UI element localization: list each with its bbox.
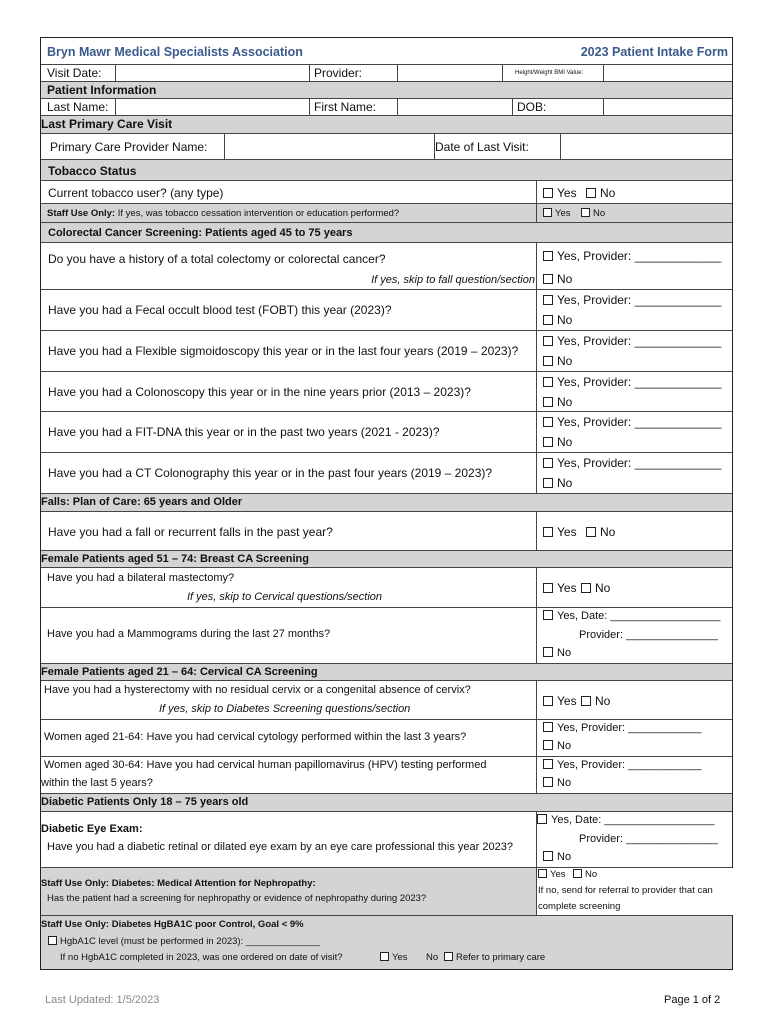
colorectal-q4: Have you had a Colonoscopy this year or in the nine years prior (2013 – 2023)? — [48, 385, 471, 399]
checkbox-icon[interactable] — [543, 478, 553, 488]
colorectal-q5-row — [41, 412, 732, 453]
patient-info-title: Patient Information — [47, 83, 157, 97]
no-label: No — [557, 435, 573, 449]
checkbox-icon[interactable] — [543, 777, 553, 787]
colorectal-q4-yes[interactable] — [543, 375, 721, 389]
colorectal-q1: Do you have a history of a total colectomy or colorectal cancer? — [48, 252, 386, 266]
nephropathy-note-1: If no, send for referral to provider that can — [538, 885, 713, 896]
breast-q1-yes[interactable] — [543, 581, 577, 595]
breast-q1-row — [41, 568, 732, 608]
checkbox-icon[interactable] — [543, 188, 553, 198]
nephropathy-row — [41, 868, 732, 916]
checkbox-icon[interactable] — [543, 437, 553, 447]
no-label: No — [557, 395, 573, 409]
checkbox-icon[interactable] — [543, 610, 553, 620]
checkbox-icon[interactable] — [543, 397, 553, 407]
colorectal-q5-yes[interactable] — [543, 415, 721, 429]
checkbox-icon[interactable] — [543, 740, 553, 750]
no-label: No — [600, 525, 616, 539]
checkbox-icon[interactable] — [543, 295, 553, 305]
checkbox-icon[interactable] — [581, 583, 591, 593]
page-number: Page 1 of 2 — [664, 994, 721, 1006]
checkbox-icon[interactable] — [543, 251, 553, 261]
colorectal-q4-no[interactable] — [543, 395, 572, 409]
tobacco-yes[interactable] — [543, 186, 577, 200]
tobacco-staff-text — [47, 208, 399, 219]
form-title: 2023 Patient Intake Form — [580, 45, 728, 59]
checkbox-icon[interactable] — [380, 952, 389, 961]
last-name-field[interactable] — [116, 99, 309, 115]
visit-date-field[interactable] — [116, 65, 309, 81]
yes-label: Yes — [550, 869, 566, 880]
nephropathy-yes[interactable] — [538, 869, 566, 880]
primary-care-heading — [41, 116, 732, 134]
breast-heading — [41, 551, 732, 568]
colorectal-heading — [41, 223, 732, 243]
nephropathy-answer-cell — [536, 868, 733, 915]
colorectal-q6-row — [41, 453, 732, 494]
cervical-q3-yes[interactable] — [543, 759, 702, 771]
colorectal-q3-no[interactable] — [543, 354, 572, 368]
falls-heading — [41, 494, 732, 512]
yes-provider-label: Yes, Provider: ____________ — [557, 759, 702, 771]
hw-bmi-field[interactable] — [604, 65, 732, 81]
colorectal-q5: Have you had a FIT-DNA this year or in the past two years (2021 - 2023)? — [48, 425, 440, 439]
checkbox-icon[interactable] — [543, 377, 553, 387]
a1c-row — [41, 916, 732, 969]
yes-provider-label: Yes, Provider: _____________ — [557, 375, 722, 389]
colorectal-q6-no[interactable] — [543, 476, 572, 490]
colorectal-q2-row — [41, 290, 732, 331]
colorectal-title: Colorectal Cancer Screening: Patients aged 45 to 75 years — [48, 227, 353, 239]
no-label: No — [600, 186, 616, 200]
falls-no[interactable] — [586, 525, 615, 539]
eye-exam-yes[interactable] — [537, 814, 715, 826]
checkbox-icon[interactable] — [543, 583, 553, 593]
checkbox-icon[interactable] — [543, 527, 553, 537]
checkbox-icon[interactable] — [586, 188, 596, 198]
no-label: No — [557, 272, 573, 286]
a1c-level-label: HgbA1C level (must be performed in 2023): ______________ — [60, 936, 320, 947]
checkbox-icon[interactable] — [581, 696, 591, 706]
cervical-q1-no[interactable] — [581, 694, 610, 708]
pcp-name-label: Primary Care Provider Name: — [50, 140, 208, 154]
falls-yes[interactable] — [543, 525, 577, 539]
first-name-label: First Name: — [314, 100, 377, 114]
checkbox-icon[interactable] — [537, 814, 547, 824]
breast-q2-provider: Provider: _______________ — [579, 629, 718, 641]
breast-q2-no[interactable] — [543, 647, 571, 659]
no-label: No — [426, 952, 439, 963]
cervical-q3b: within the last 5 years? — [41, 777, 153, 789]
nephropathy-title: Staff Use Only: Diabetes: Medical Attention for Nephropathy: — [41, 878, 316, 889]
no-label: No — [557, 313, 573, 327]
primary-care-title: Last Primary Care Visit — [41, 117, 173, 131]
yes-label: Yes — [557, 581, 577, 595]
staff-question: If yes, was tobacco cessation intervention or education performed? — [115, 208, 400, 219]
a1c-level[interactable] — [48, 936, 320, 947]
colorectal-q3-row — [41, 331, 732, 372]
cervical-heading — [41, 664, 732, 681]
colorectal-q6: Have you had a CT Colonography this year or in the past four years (2019 – 2023)? — [48, 466, 493, 480]
staff-only-label: Staff Use Only: — [47, 208, 116, 219]
no-label: No — [585, 869, 598, 880]
cervical-q2-yes[interactable] — [543, 722, 702, 734]
title-row — [41, 38, 732, 65]
breast-q2-row — [41, 608, 732, 664]
a1c-title: Staff Use Only: Diabetes HgBA1C poor Control, Goal < 9% — [41, 919, 304, 930]
breast-q2: Have you had a Mammograms during the last 27 months? — [47, 628, 331, 640]
yes-provider-label: Yes, Provider: _____________ — [557, 293, 722, 307]
patient-info-heading — [41, 82, 732, 99]
nephropathy-question: Has the patient had a screening for nephropathy or evidence of nephropathy during 2023? — [47, 893, 427, 904]
diabetic-title: Diabetic Patients Only 18 – 75 years old — [41, 796, 249, 808]
colorectal-q2: Have you had a Fecal occult blood test (FOBT) this year (2023)? — [48, 303, 392, 317]
visit-row — [41, 65, 732, 82]
falls-question: Have you had a fall or recurrent falls in the past year? — [48, 525, 333, 539]
first-name-field[interactable] — [398, 99, 502, 115]
cervical-q3-row — [41, 757, 732, 794]
colorectal-q3: Have you had a Flexible sigmoidoscopy this year or in the last four years (2019 – 2023)? — [48, 344, 519, 358]
yes-date-label: Yes, Date: __________________ — [551, 814, 715, 826]
checkbox-icon[interactable] — [586, 527, 596, 537]
no-label: No — [557, 740, 572, 752]
no-label: No — [593, 208, 606, 219]
checkbox-icon[interactable] — [543, 722, 553, 732]
no-label: No — [595, 694, 611, 708]
checkbox-icon[interactable] — [543, 356, 553, 366]
breast-q1-no[interactable] — [581, 581, 610, 595]
a1c-question: If no HgbA1C completed in 2023, was one ordered on date of visit? — [60, 952, 343, 963]
last-visit-label: Date of Last Visit: — [435, 140, 529, 154]
cervical-q2-no[interactable] — [543, 740, 571, 752]
colorectal-q5-no[interactable] — [543, 435, 572, 449]
checkbox-icon[interactable] — [573, 869, 582, 878]
yes-date-label: Yes, Date: __________________ — [557, 610, 721, 622]
no-label: No — [557, 354, 573, 368]
breast-title: Female Patients aged 51 – 74: Breast CA Screening — [41, 553, 309, 565]
colorectal-q3-yes[interactable] — [543, 334, 721, 348]
cervical-q1-note: If yes, skip to Diabetes Screening questions/section — [159, 703, 411, 715]
colorectal-q1-note: If yes, skip to fall question/section — [371, 274, 535, 286]
tobacco-no[interactable] — [586, 186, 615, 200]
colorectal-q6-yes[interactable] — [543, 456, 721, 470]
nephropathy-note-2: complete screening — [538, 901, 621, 912]
provider-field[interactable] — [398, 65, 502, 81]
visit-date-label: Visit Date: — [47, 66, 102, 80]
checkbox-icon[interactable] — [581, 208, 590, 217]
last-visit-field[interactable] — [561, 134, 732, 159]
a1c-refer[interactable] — [444, 952, 545, 963]
yes-provider-label: Yes, Provider: _____________ — [557, 334, 722, 348]
colorectal-q4-row — [41, 372, 732, 412]
no-label: No — [557, 647, 572, 659]
yes-provider-label: Yes, Provider: ____________ — [557, 722, 702, 734]
falls-row — [41, 512, 732, 551]
cervical-q3-no[interactable] — [543, 777, 571, 789]
checkbox-icon[interactable] — [543, 274, 553, 284]
checkbox-icon[interactable] — [543, 417, 553, 427]
checkbox-icon[interactable] — [444, 952, 453, 961]
checkbox-icon[interactable] — [543, 647, 553, 657]
hw-bmi-label: Height/Weight BMI Value: — [515, 70, 584, 76]
checkbox-icon[interactable] — [543, 851, 553, 861]
no-label: No — [595, 581, 611, 595]
tobacco-staff-yes[interactable] — [543, 208, 571, 219]
cervical-q3a: Women aged 30-64: Have you had cervical human papillomavirus (HPV) testing performed — [44, 759, 487, 771]
checkbox-icon[interactable] — [543, 208, 552, 217]
yes-provider-label: Yes, Provider: _____________ — [557, 249, 722, 263]
colorectal-q2-yes[interactable] — [543, 293, 721, 307]
last-updated: Last Updated: 1/5/2023 — [45, 994, 160, 1006]
cervical-title: Female Patients aged 21 – 64: Cervical CA Screening — [41, 666, 318, 678]
eye-exam-title: Diabetic Eye Exam: — [41, 823, 143, 835]
tobacco-question-row — [41, 181, 732, 204]
dob-label: DOB: — [517, 100, 547, 114]
org-name: Bryn Mawr Medical Specialists Association — [47, 45, 303, 59]
refer-label: Refer to primary care — [456, 952, 546, 963]
tobacco-staff-no[interactable] — [581, 208, 605, 219]
no-label: No — [557, 476, 573, 490]
intake-form — [40, 37, 733, 970]
primary-care-row — [41, 134, 732, 160]
yes-label: Yes — [392, 952, 408, 963]
a1c-yes[interactable] — [380, 952, 408, 963]
yes-label: Yes — [557, 186, 577, 200]
eye-exam-row — [41, 812, 732, 868]
nephropathy-no[interactable] — [573, 869, 597, 880]
last-name-label: Last Name: — [47, 100, 109, 114]
diabetic-heading — [41, 794, 732, 812]
eye-exam-no[interactable] — [543, 851, 571, 863]
checkbox-icon[interactable] — [48, 936, 57, 945]
cervical-q1-yes[interactable] — [543, 694, 577, 708]
no-label: No — [557, 851, 572, 863]
colorectal-q1-no[interactable] — [543, 272, 572, 286]
yes-provider-label: Yes, Provider: _____________ — [557, 415, 722, 429]
yes-provider-label: Yes, Provider: _____________ — [557, 456, 722, 470]
checkbox-icon[interactable] — [543, 336, 553, 346]
dob-field[interactable] — [604, 99, 732, 115]
no-label: No — [557, 777, 572, 789]
breast-q1: Have you had a bilateral mastectomy? — [47, 572, 235, 584]
eye-exam-provider: Provider: _______________ — [579, 833, 718, 845]
pcp-name-field[interactable] — [225, 134, 434, 159]
checkbox-icon[interactable] — [538, 869, 547, 878]
colorectal-q1-yes[interactable] — [543, 249, 721, 263]
tobacco-question: Current tobacco user? (any type) — [48, 186, 224, 200]
a1c-no[interactable] — [426, 952, 438, 963]
eye-exam-question: Have you had a diabetic retinal or dilated eye exam by an eye care professional this year 2023? — [47, 841, 513, 853]
tobacco-heading — [41, 160, 732, 181]
colorectal-q1-row — [41, 243, 732, 290]
checkbox-icon[interactable] — [543, 315, 553, 325]
names-row — [41, 99, 732, 116]
cervical-q1-row — [41, 681, 732, 720]
tobacco-staff-row — [41, 204, 732, 223]
breast-q1-note: If yes, skip to Cervical questions/section — [187, 591, 383, 603]
tobacco-title: Tobacco Status — [48, 164, 137, 178]
yes-label: Yes — [557, 525, 577, 539]
falls-title: Falls: Plan of Care: 65 years and Older — [41, 496, 243, 508]
checkbox-icon[interactable] — [543, 696, 553, 706]
cervical-q2: Women aged 21-64: Have you had cervical cytology performed within the last 3 years? — [44, 731, 467, 743]
checkbox-icon[interactable] — [543, 759, 553, 769]
cervical-q2-row — [41, 720, 732, 757]
checkbox-icon[interactable] — [543, 458, 553, 468]
cervical-q1: Have you had a hysterectomy with no residual cervix or a congenital absence of cervix? — [44, 684, 471, 696]
yes-label: Yes — [555, 208, 571, 219]
provider-label: Provider: — [314, 66, 363, 80]
colorectal-q2-no[interactable] — [543, 313, 572, 327]
breast-q2-yes[interactable] — [543, 610, 721, 622]
yes-label: Yes — [557, 694, 577, 708]
